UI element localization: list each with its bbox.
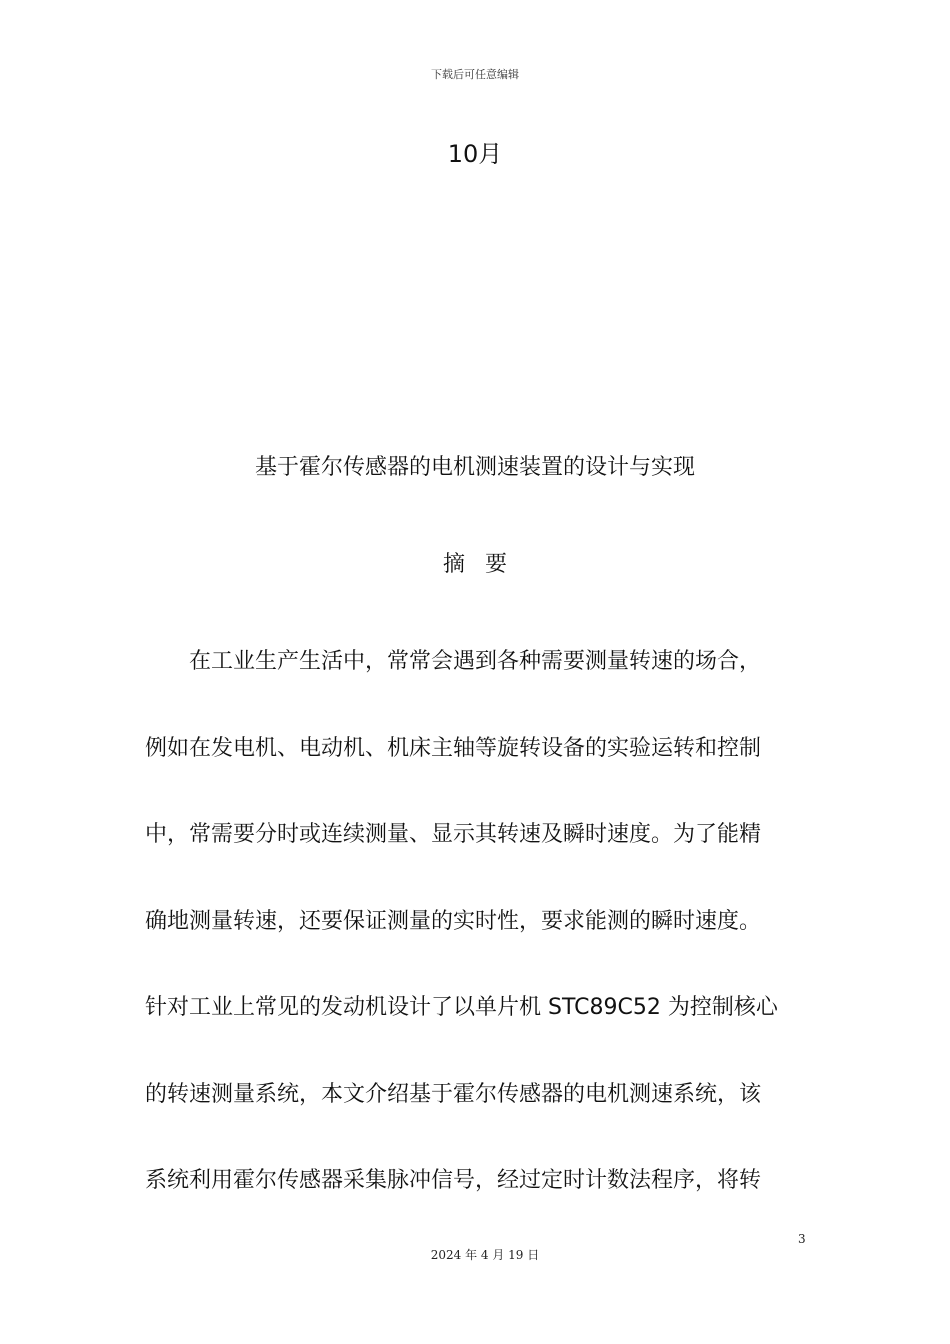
abstract-line: 在工业生产生活中，常常会遇到各种需要测量转速的场合， <box>189 649 762 674</box>
abstract-heading: 摘要 <box>442 552 527 577</box>
abstract-line: 的转速测量系统，本文介绍基于霍尔传感器的电机测速系统，该 <box>145 1081 762 1107</box>
abstract-line: 系统利用霍尔传感器采集脉冲信号，经过定时计数法程序，将转 <box>145 1168 762 1193</box>
abstract-body <box>145 640 795 1246</box>
abstract-line: 中，常需要分时或连续测量、显示其转速及瞬时速度。为了能精 <box>145 822 762 847</box>
cover-month: 10月 <box>447 140 503 168</box>
page-number: 3 <box>798 1232 806 1246</box>
abstract-line: 确地测量转速，还要保证测量的实时性，要求能测的瞬时速度。 <box>145 908 762 934</box>
abstract-line: 针对工业上常见的发动机设计了以单片机 STC89C52 为控制核心 <box>145 995 778 1020</box>
header-note: 下载后可任意编辑 <box>431 68 519 81</box>
footer-date: 2024 年 4 月 19 日 <box>430 1248 540 1262</box>
document-title: 基于霍尔传感器的电机测速装置的设计与实现 <box>254 455 695 480</box>
abstract-line: 例如在发电机、电动机、机床主轴等旋转设备的实验运转和控制 <box>145 735 762 761</box>
